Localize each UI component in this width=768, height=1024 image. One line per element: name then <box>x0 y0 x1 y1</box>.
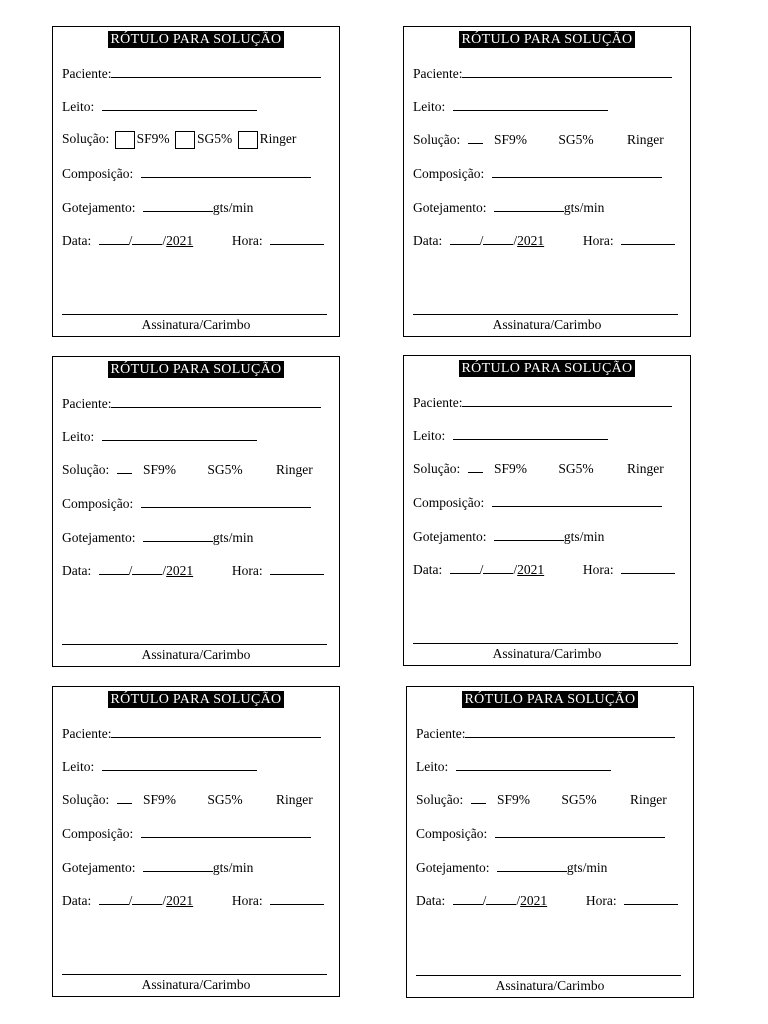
solucao-blank[interactable] <box>468 460 483 473</box>
hora-label: Hora: <box>582 562 614 577</box>
signature-line[interactable] <box>413 643 678 644</box>
leito-label: Leito: <box>62 99 95 114</box>
solucao-row <box>62 461 313 478</box>
gotejamento-row <box>62 199 253 216</box>
hora-label: Hora: <box>231 893 263 908</box>
data-label: Data: <box>413 562 443 577</box>
data-hora-row <box>62 562 324 579</box>
solution-label-card <box>52 356 340 667</box>
year-value: 2021 <box>166 893 194 908</box>
month-field[interactable] <box>132 562 162 575</box>
signature-line[interactable] <box>62 644 327 645</box>
gotejamento-label: Gotejamento: <box>62 200 136 215</box>
gotejamento-field[interactable] <box>494 528 564 541</box>
date-slash: / <box>516 893 521 908</box>
hora-field[interactable] <box>624 892 678 905</box>
hora-field[interactable] <box>270 232 324 245</box>
label-title: RÓTULO PARA SOLUÇÃO <box>108 691 285 708</box>
gts-unit: gts/min <box>212 860 254 875</box>
leito-row <box>62 428 257 445</box>
sf-option: SF9% <box>143 792 177 807</box>
signature-line[interactable] <box>62 974 327 975</box>
leito-field[interactable] <box>453 98 608 111</box>
paciente-row <box>62 395 321 412</box>
solution-label-card <box>52 26 340 337</box>
gotejamento-row <box>413 199 604 216</box>
solucao-label: Solução: <box>62 462 110 477</box>
gotejamento-field[interactable] <box>497 859 567 872</box>
day-field[interactable] <box>453 892 483 905</box>
gts-unit: gts/min <box>566 860 608 875</box>
composicao-field[interactable] <box>141 495 311 508</box>
paciente-row <box>62 725 321 742</box>
gotejamento-row <box>62 859 253 876</box>
hora-label: Hora: <box>582 233 614 248</box>
year-value: 2021 <box>166 563 194 578</box>
hora-field[interactable] <box>621 561 675 574</box>
paciente-label: Paciente: <box>416 726 466 741</box>
leito-field[interactable] <box>102 758 257 771</box>
label-title-bar <box>404 31 690 49</box>
leito-row <box>62 758 257 775</box>
paciente-row <box>62 65 321 82</box>
solucao-row <box>416 791 667 808</box>
leito-label: Leito: <box>62 429 95 444</box>
solucao-label: Solução: <box>413 132 461 147</box>
data-label: Data: <box>416 893 446 908</box>
signature-line[interactable] <box>413 314 678 315</box>
hora-field[interactable] <box>621 232 675 245</box>
year-value: 2021 <box>517 562 545 577</box>
label-title-bar <box>407 691 693 709</box>
solution-label-card <box>52 686 340 997</box>
data-hora-row <box>413 232 675 249</box>
paciente-row <box>413 394 672 411</box>
solucao-blank[interactable] <box>468 131 483 144</box>
ringer-option: Ringer <box>276 462 313 477</box>
sg-option: SG5% <box>197 131 233 147</box>
data-hora-row <box>62 232 324 249</box>
sf-option: SF9% <box>136 131 170 147</box>
gotejamento-row <box>416 859 607 876</box>
paciente-field[interactable] <box>111 395 321 408</box>
sg-option: SG5% <box>558 461 594 476</box>
gotejamento-field[interactable] <box>494 199 564 212</box>
date-slash: / <box>482 893 487 908</box>
year-value: 2021 <box>166 233 194 248</box>
signature-label: Assinatura/Carimbo <box>141 977 251 992</box>
data-label: Data: <box>62 893 92 908</box>
solucao-row <box>413 131 664 148</box>
data-label: Data: <box>62 563 92 578</box>
sf-option: SF9% <box>497 792 531 807</box>
paciente-label: Paciente: <box>62 66 112 81</box>
solucao-blank[interactable] <box>471 791 486 804</box>
leito-field[interactable] <box>102 98 257 111</box>
hora-field[interactable] <box>270 892 324 905</box>
composicao-field[interactable] <box>141 825 311 838</box>
gotejamento-label: Gotejamento: <box>413 200 487 215</box>
sf-option: SF9% <box>494 461 528 476</box>
month-field[interactable] <box>132 892 162 905</box>
paciente-label: Paciente: <box>413 66 463 81</box>
gotejamento-label: Gotejamento: <box>62 530 136 545</box>
paciente-field[interactable] <box>462 394 672 407</box>
gotejamento-row <box>62 529 253 546</box>
date-slash: / <box>479 562 484 577</box>
composicao-field[interactable] <box>141 165 311 178</box>
sg-option: SG5% <box>207 792 243 807</box>
date-slash: / <box>128 893 133 908</box>
composicao-row <box>413 165 662 182</box>
leito-row <box>62 98 257 115</box>
hora-label: Hora: <box>231 563 263 578</box>
data-label: Data: <box>62 233 92 248</box>
day-field[interactable] <box>450 561 480 574</box>
gotejamento-field[interactable] <box>143 529 213 542</box>
solucao-label: Solução: <box>62 131 110 147</box>
date-slash: / <box>162 233 167 248</box>
paciente-row <box>413 65 672 82</box>
date-slash: / <box>162 563 167 578</box>
label-title: RÓTULO PARA SOLUÇÃO <box>462 691 639 708</box>
gotejamento-field[interactable] <box>143 859 213 872</box>
sf-option: SF9% <box>143 462 177 477</box>
ringer-option: Ringer <box>627 132 664 147</box>
month-field[interactable] <box>483 561 513 574</box>
composicao-label: Composição: <box>62 826 134 841</box>
month-field[interactable] <box>132 232 162 245</box>
data-hora-row <box>416 892 678 909</box>
date-slash: / <box>513 562 518 577</box>
day-field[interactable] <box>99 892 129 905</box>
leito-label: Leito: <box>413 428 446 443</box>
signature-line[interactable] <box>62 314 327 315</box>
date-slash: / <box>128 233 133 248</box>
sg-option: SG5% <box>207 462 243 477</box>
composicao-label: Composição: <box>416 826 488 841</box>
composicao-row <box>413 494 662 511</box>
label-title: RÓTULO PARA SOLUÇÃO <box>108 361 285 378</box>
composicao-row <box>416 825 665 842</box>
ringer-option: Ringer <box>630 792 667 807</box>
solution-label-card <box>406 686 694 998</box>
gotejamento-label: Gotejamento: <box>416 860 490 875</box>
leito-row <box>413 98 608 115</box>
composicao-row <box>62 165 311 182</box>
signature-line[interactable] <box>416 975 681 976</box>
gotejamento-field[interactable] <box>143 199 213 212</box>
data-hora-row <box>413 561 675 578</box>
leito-label: Leito: <box>62 759 95 774</box>
solution-label-card <box>403 26 691 337</box>
hora-field[interactable] <box>270 562 324 575</box>
label-title-bar <box>53 691 339 709</box>
date-slash: / <box>513 233 518 248</box>
ringer-checkbox[interactable] <box>238 131 258 149</box>
composicao-label: Composição: <box>413 495 485 510</box>
label-title-bar <box>53 31 339 49</box>
ringer-option: Ringer <box>259 131 297 147</box>
signature-label: Assinatura/Carimbo <box>141 317 251 332</box>
gotejamento-label: Gotejamento: <box>413 529 487 544</box>
label-title: RÓTULO PARA SOLUÇÃO <box>108 31 285 48</box>
sg-checkbox[interactable] <box>175 131 195 149</box>
date-slash: / <box>479 233 484 248</box>
sg-option: SG5% <box>561 792 597 807</box>
composicao-label: Composição: <box>62 166 134 181</box>
paciente-label: Paciente: <box>62 726 112 741</box>
label-title-bar <box>53 361 339 379</box>
solucao-blank[interactable] <box>117 461 132 474</box>
solucao-row <box>413 460 664 477</box>
paciente-label: Paciente: <box>62 396 112 411</box>
solucao-row <box>62 131 296 149</box>
date-slash: / <box>128 563 133 578</box>
year-value: 2021 <box>517 233 545 248</box>
signature-label: Assinatura/Carimbo <box>492 317 602 332</box>
date-slash: / <box>162 893 167 908</box>
month-field[interactable] <box>486 892 516 905</box>
ringer-option: Ringer <box>276 792 313 807</box>
composicao-field[interactable] <box>492 494 662 507</box>
leito-field[interactable] <box>102 428 257 441</box>
signature-label: Assinatura/Carimbo <box>495 978 605 993</box>
data-label: Data: <box>413 233 443 248</box>
leito-label: Leito: <box>413 99 446 114</box>
day-field[interactable] <box>99 232 129 245</box>
paciente-field[interactable] <box>465 725 675 738</box>
leito-row <box>416 758 611 775</box>
data-hora-row <box>62 892 324 909</box>
hora-label: Hora: <box>231 233 263 248</box>
sg-option: SG5% <box>558 132 594 147</box>
gotejamento-row <box>413 528 604 545</box>
day-field[interactable] <box>99 562 129 575</box>
gts-unit: gts/min <box>212 530 254 545</box>
gts-unit: gts/min <box>563 200 605 215</box>
solucao-label: Solução: <box>413 461 461 476</box>
year-value: 2021 <box>520 893 548 908</box>
composicao-field[interactable] <box>492 165 662 178</box>
leito-row <box>413 427 608 444</box>
leito-field[interactable] <box>453 427 608 440</box>
leito-field[interactable] <box>456 758 611 771</box>
paciente-field[interactable] <box>462 65 672 78</box>
composicao-row <box>62 495 311 512</box>
composicao-label: Composição: <box>413 166 485 181</box>
label-title-bar <box>404 360 690 378</box>
solucao-label: Solução: <box>62 792 110 807</box>
gts-unit: gts/min <box>212 200 254 215</box>
leito-label: Leito: <box>416 759 449 774</box>
month-field[interactable] <box>483 232 513 245</box>
signature-label: Assinatura/Carimbo <box>141 647 251 662</box>
solution-label-card <box>403 355 691 666</box>
hora-label: Hora: <box>585 893 617 908</box>
composicao-field[interactable] <box>495 825 665 838</box>
composicao-label: Composição: <box>62 496 134 511</box>
composicao-row <box>62 825 311 842</box>
gts-unit: gts/min <box>563 529 605 544</box>
gotejamento-label: Gotejamento: <box>62 860 136 875</box>
paciente-row <box>416 725 675 742</box>
signature-label: Assinatura/Carimbo <box>492 646 602 661</box>
day-field[interactable] <box>450 232 480 245</box>
paciente-field[interactable] <box>111 725 321 738</box>
sf-checkbox[interactable] <box>115 131 135 149</box>
paciente-label: Paciente: <box>413 395 463 410</box>
solucao-blank[interactable] <box>117 791 132 804</box>
ringer-option: Ringer <box>627 461 664 476</box>
solucao-label: Solução: <box>416 792 464 807</box>
sf-option: SF9% <box>494 132 528 147</box>
paciente-field[interactable] <box>111 65 321 78</box>
label-title: RÓTULO PARA SOLUÇÃO <box>459 360 636 377</box>
label-title: RÓTULO PARA SOLUÇÃO <box>459 31 636 48</box>
solucao-row <box>62 791 313 808</box>
